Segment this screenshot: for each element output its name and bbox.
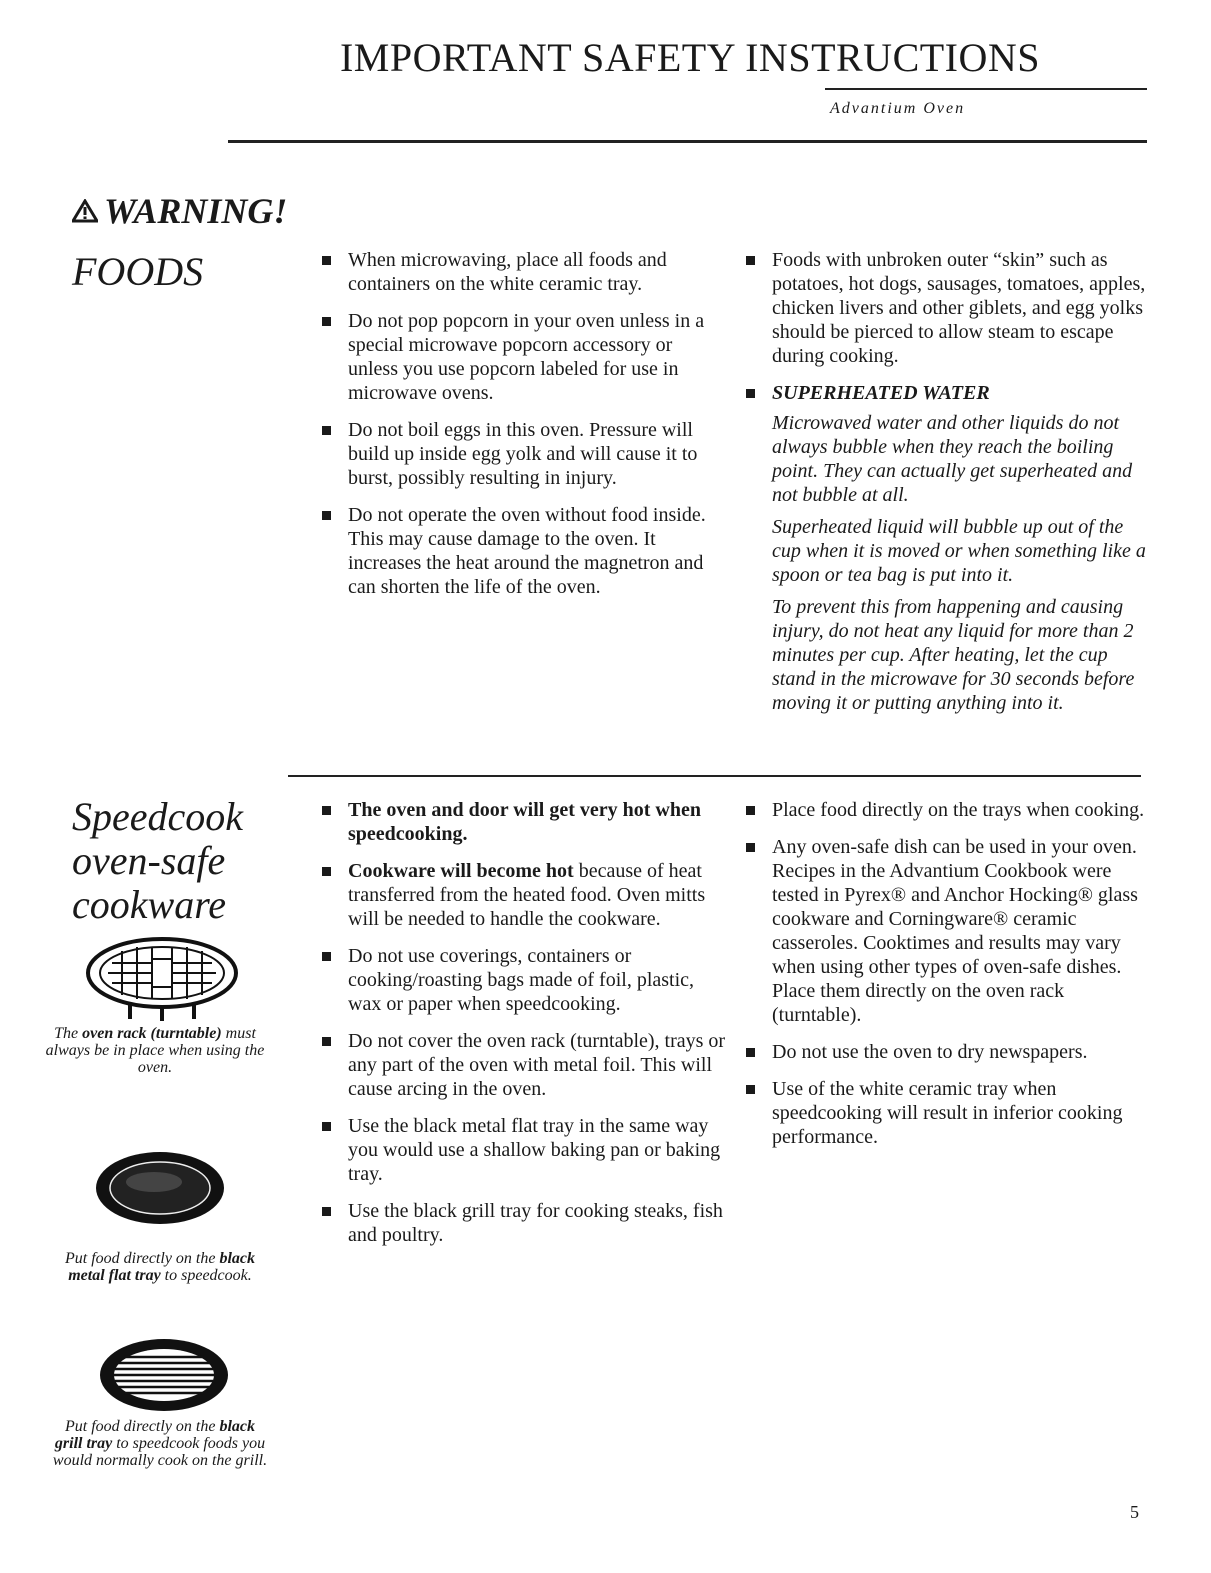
- caption-text: to speedcook.: [160, 1267, 252, 1284]
- item-text: Do not use coverings, containers or cooking/roasting bags made of foil, plastic, wax or paper when speedcooking.: [348, 945, 695, 1015]
- item-text: Do not cover the oven rack (turntable), trays or any part of the oven with metal foil. This will cause arcing in the oven.: [348, 1030, 726, 1100]
- caption-text: The: [54, 1025, 83, 1042]
- superheated-paragraph: Superheated liquid will bubble up out of the cup when it is moved or when something like a spoon or tea bag is put into it.: [772, 516, 1146, 586]
- superheated-paragraph: To prevent this from happening and causing injury, do not heat any liquid for more than 2 minutes per cup. After heating, let the cup stand in the microwave for 30 seconds before moving it or putting anything into it.: [772, 596, 1135, 714]
- superheated-paragraph: Microwaved water and other liquids do not always bubble when they reach the boiling point. They can actually get superheated and not bubble at all.: [772, 412, 1133, 506]
- warning-triangle-icon: [72, 199, 98, 223]
- speedcook-title-line: cookware: [72, 882, 227, 927]
- list-item: Use of the white ceramic tray when speedcooking will result in inferior cooking performance.: [742, 1077, 1147, 1149]
- grill-tray-caption: [50, 1418, 270, 1469]
- superheated-water-heading: SUPERHEATED WATER: [772, 382, 990, 404]
- caption-text: to speedcook foods you would normally cook on the grill.: [52, 1435, 268, 1469]
- item-bold: The oven and door will get very hot when speedcooking.: [348, 799, 701, 845]
- oven-rack-illustration: [82, 925, 242, 1025]
- flat-tray-illustration: [92, 1148, 228, 1228]
- page-number: 5: [1130, 1502, 1139, 1522]
- list-item: [318, 944, 728, 1016]
- list-item: [318, 859, 728, 931]
- list-item: Foods with unbroken outer “skin” such as potatoes, hot dogs, sausages, tomatoes, apples, chicken livers and other giblets, and egg yolks should be pierced to allow steam to escape during cooking.: [742, 248, 1147, 368]
- list-item: Do not operate the oven without food inside. This may cause damage to the oven. It increases the heat around the magnetron and can shorten the life of the oven.: [318, 503, 723, 599]
- list-item: [318, 1199, 728, 1247]
- caption-bold: black metal flat tray: [68, 1250, 256, 1284]
- foods-section-title: FOODS: [72, 249, 204, 294]
- grill-tray-illustration: [96, 1335, 232, 1415]
- page-subtitle: Advantium Oven: [830, 100, 966, 117]
- superheated-water-item: [742, 381, 1147, 715]
- speedcook-left-column: [318, 798, 728, 1260]
- caption-text: Put food directly on the: [64, 1250, 220, 1267]
- caption-text: must always be in place when using the oven.: [45, 1025, 265, 1076]
- list-item: Any oven-safe dish can be used in your oven. Recipes in the Advantium Cookbook were tested in Pyrex® and Anchor Hocking® glass cookware and Corningware® ceramic casseroles. Cooktimes and results may vary when using other types of oven-safe dishes. Place them directly on the oven rack (turntable).: [742, 835, 1147, 1027]
- caption-bold: oven rack (turntable): [82, 1025, 222, 1042]
- item-text: Use the black metal flat tray in the same way you would use a shallow baking pan or baking tray.: [348, 1115, 721, 1185]
- header-rule: [228, 140, 1147, 143]
- list-item: [318, 798, 728, 846]
- flat-tray-caption: [50, 1250, 270, 1284]
- warning-heading: [72, 190, 287, 232]
- header-rule-short: [825, 88, 1147, 90]
- item-text: Use the black grill tray for cooking steaks, fish and poultry.: [348, 1200, 723, 1246]
- oven-rack-caption: [40, 1025, 270, 1076]
- list-item: [318, 1114, 728, 1186]
- list-item: Do not boil eggs in this oven. Pressure will build up inside egg yolk and will cause it to burst, possibly resulting in injury.: [318, 418, 723, 490]
- speedcook-section-title: [72, 795, 243, 927]
- caption-text: Put food directly on the: [64, 1418, 220, 1435]
- caption-bold: black grill tray: [54, 1418, 256, 1452]
- list-item: Place food directly on the trays when cooking.: [742, 798, 1147, 822]
- list-item: When microwaving, place all foods and containers on the white ceramic tray.: [318, 248, 723, 296]
- speedcook-title-line: Speedcook: [72, 794, 244, 839]
- speedcook-right-column: [742, 798, 1147, 1162]
- list-item: Do not use the oven to dry newspapers.: [742, 1040, 1147, 1064]
- item-bold: Cookware will become hot: [348, 860, 574, 882]
- list-item: [318, 1029, 728, 1101]
- item-text: because of heat transferred from the heated food. Oven mitts will be needed to handle the cookware.: [348, 860, 706, 930]
- foods-left-column: [318, 248, 723, 612]
- section-divider: [288, 775, 1141, 777]
- warning-label: WARNING!: [104, 191, 288, 231]
- list-item: Do not pop popcorn in your oven unless in a special microwave popcorn accessory or unless you use popcorn labeled for use in microwave ovens.: [318, 309, 723, 405]
- speedcook-title-line: oven-safe: [72, 838, 226, 883]
- foods-right-column: [742, 248, 1147, 728]
- page-title: IMPORTANT SAFETY INSTRUCTIONS: [339, 35, 1041, 80]
